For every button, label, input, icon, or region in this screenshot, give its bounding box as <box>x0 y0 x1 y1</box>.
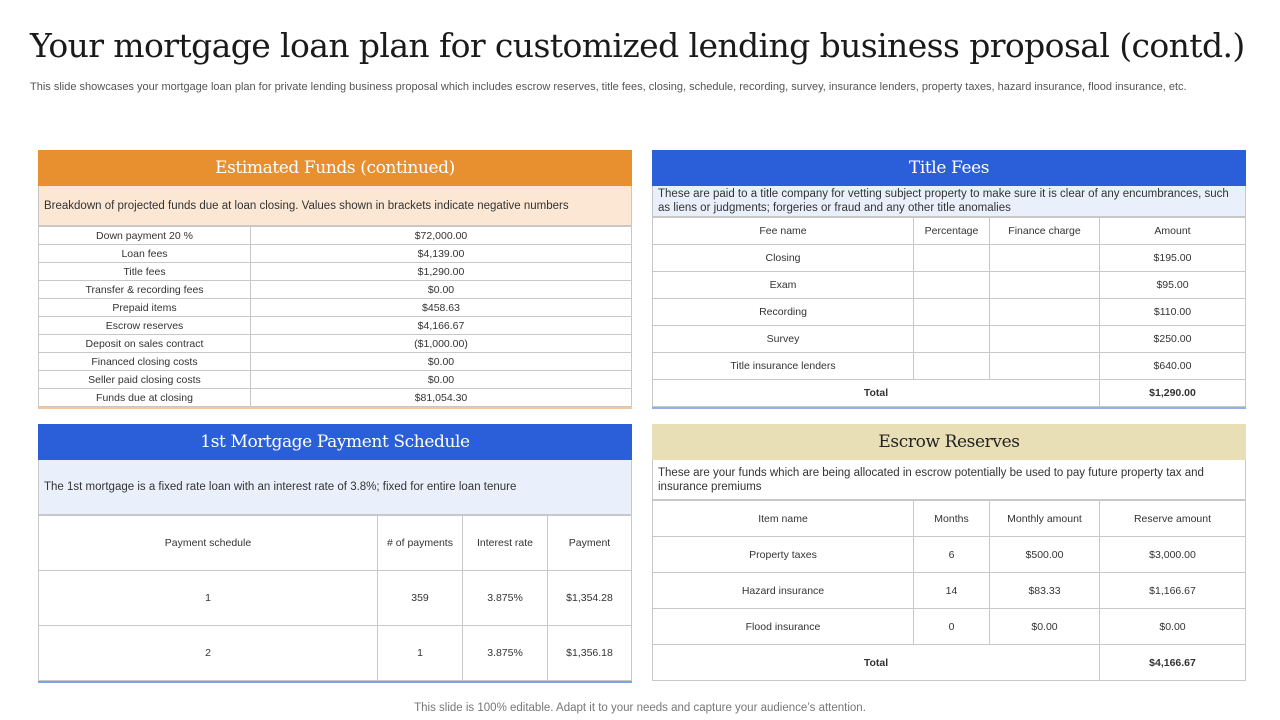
page-title: Your mortgage loan plan for customized lending business proposal (contd.) <box>30 26 1245 65</box>
table-row <box>39 571 632 626</box>
estimated-funds-panel <box>38 150 632 409</box>
table-cell <box>990 272 1100 299</box>
table-cell <box>990 353 1100 380</box>
column-header: Finance charge <box>990 218 1100 245</box>
fund-item-value: $0.00 <box>251 371 632 389</box>
table-cell: Hazard insurance <box>653 573 914 609</box>
table-cell: $1,354.28 <box>548 571 632 626</box>
table-cell: $95.00 <box>1100 272 1246 299</box>
table-cell: Property taxes <box>653 537 914 573</box>
table-cell <box>990 326 1100 353</box>
column-header: Amount <box>1100 218 1246 245</box>
table-cell: Survey <box>653 326 914 353</box>
table-cell <box>914 245 990 272</box>
fund-item-label: Seller paid closing costs <box>39 371 251 389</box>
estimated-funds-table <box>38 226 632 407</box>
fund-item-label: Financed closing costs <box>39 353 251 371</box>
table-cell: Closing <box>653 245 914 272</box>
table-cell: $195.00 <box>1100 245 1246 272</box>
table-cell: $250.00 <box>1100 326 1246 353</box>
table-cell: 359 <box>378 571 463 626</box>
escrow-reserves-heading: Escrow Reserves <box>652 424 1246 460</box>
table-cell <box>914 326 990 353</box>
table-cell: $0.00 <box>990 609 1100 645</box>
total-label: Total <box>653 645 1100 681</box>
table-cell: Exam <box>653 272 914 299</box>
table-cell: Recording <box>653 299 914 326</box>
table-cell: $110.00 <box>1100 299 1246 326</box>
title-fees-description: These are paid to a title company for vetting subject property to make sure it is clear of any encumbrances, such as liens or judgments; forgeries or fraud and any other title anomalies <box>652 186 1246 217</box>
table-cell <box>990 245 1100 272</box>
payment-schedule-panel <box>38 424 632 683</box>
table-header-row <box>39 516 632 571</box>
table-cell: Title insurance lenders <box>653 353 914 380</box>
column-header: # of payments <box>378 516 463 571</box>
table-cell <box>990 299 1100 326</box>
fund-item-value: ($1,000.00) <box>251 335 632 353</box>
table-row <box>653 245 1246 272</box>
payment-schedule-description: The 1st mortgage is a fixed rate loan with an interest rate of 3.8%; fixed for entire loan tenure <box>38 460 632 515</box>
fund-item-label: Escrow reserves <box>39 317 251 335</box>
table-cell: $83.33 <box>990 573 1100 609</box>
table-cell: $3,000.00 <box>1100 537 1246 573</box>
fund-item-label: Transfer & recording fees <box>39 281 251 299</box>
title-fees-heading: Title Fees <box>652 150 1246 186</box>
table-row <box>39 626 632 681</box>
table-row <box>653 326 1246 353</box>
fund-item-value: $4,166.67 <box>251 317 632 335</box>
table-cell: 1 <box>378 626 463 681</box>
fund-item-value: $458.63 <box>251 299 632 317</box>
table-row <box>653 272 1246 299</box>
table-header-row <box>653 501 1246 537</box>
payment-schedule-heading: 1st Mortgage Payment Schedule <box>38 424 632 460</box>
table-cell: $0.00 <box>1100 609 1246 645</box>
fund-item-label: Down payment 20 % <box>39 227 251 245</box>
fund-item-value: $0.00 <box>251 281 632 299</box>
estimated-funds-bottom-border <box>38 407 632 409</box>
table-cell: Flood insurance <box>653 609 914 645</box>
fund-item-label: Deposit on sales contract <box>39 335 251 353</box>
column-header: Payment schedule <box>39 516 378 571</box>
table-row <box>653 609 1246 645</box>
column-header: Fee name <box>653 218 914 245</box>
estimated-funds-description: Breakdown of projected funds due at loan closing. Values shown in brackets indicate negative numbers <box>38 186 632 226</box>
fund-item-value: $4,139.00 <box>251 245 632 263</box>
slide-footer: This slide is 100% editable. Adapt it to your needs and capture your audience’s attention. <box>414 702 866 714</box>
title-fees-table <box>652 217 1246 407</box>
fund-item-label: Funds due at closing <box>39 389 251 407</box>
table-row <box>653 573 1246 609</box>
table-row <box>39 245 632 263</box>
column-header: Interest rate <box>463 516 548 571</box>
total-value: $1,290.00 <box>1100 380 1246 407</box>
table-row <box>39 299 632 317</box>
fund-item-value: $1,290.00 <box>251 263 632 281</box>
payment-schedule-table <box>38 515 632 681</box>
table-cell: 14 <box>914 573 990 609</box>
table-cell: 3.875% <box>463 571 548 626</box>
column-header: Monthly amount <box>990 501 1100 537</box>
table-cell: $1,166.67 <box>1100 573 1246 609</box>
fund-item-label: Loan fees <box>39 245 251 263</box>
table-cell: 1 <box>39 571 378 626</box>
fund-item-label: Prepaid items <box>39 299 251 317</box>
column-header: Item name <box>653 501 914 537</box>
fund-item-value: $0.00 <box>251 353 632 371</box>
column-header: Percentage <box>914 218 990 245</box>
total-row <box>653 380 1246 407</box>
table-row <box>39 281 632 299</box>
table-cell: 6 <box>914 537 990 573</box>
table-header-row <box>653 218 1246 245</box>
table-cell <box>914 299 990 326</box>
table-cell: 0 <box>914 609 990 645</box>
table-cell <box>914 272 990 299</box>
table-row <box>653 299 1246 326</box>
page-subtitle: This slide showcases your mortgage loan plan for private lending business proposal which includes escrow reserves, title fees, closing, schedule, recording, survey, insurance lenders, property taxes, hazard insurance, flood insurance, etc. <box>30 81 1187 93</box>
escrow-reserves-table <box>652 500 1246 681</box>
total-row <box>653 645 1246 681</box>
table-cell: $640.00 <box>1100 353 1246 380</box>
title-fees-panel <box>652 150 1246 409</box>
table-cell: 2 <box>39 626 378 681</box>
title-fees-bottom-border <box>652 407 1246 409</box>
table-row <box>39 335 632 353</box>
fund-item-value: $81,054.30 <box>251 389 632 407</box>
table-row <box>39 389 632 407</box>
column-header: Payment <box>548 516 632 571</box>
table-cell: $1,356.18 <box>548 626 632 681</box>
estimated-funds-heading: Estimated Funds (continued) <box>38 150 632 186</box>
table-cell: 3.875% <box>463 626 548 681</box>
table-cell <box>914 353 990 380</box>
column-header: Months <box>914 501 990 537</box>
table-row <box>39 371 632 389</box>
total-label: Total <box>653 380 1100 407</box>
fund-item-value: $72,000.00 <box>251 227 632 245</box>
escrow-reserves-description: These are your funds which are being allocated in escrow potentially be used to pay future property tax and insurance premiums <box>652 460 1246 500</box>
table-row <box>653 537 1246 573</box>
total-value: $4,166.67 <box>1100 645 1246 681</box>
table-row <box>39 227 632 245</box>
fund-item-label: Title fees <box>39 263 251 281</box>
table-cell: $500.00 <box>990 537 1100 573</box>
column-header: Reserve amount <box>1100 501 1246 537</box>
escrow-reserves-panel <box>652 424 1246 681</box>
table-row <box>39 317 632 335</box>
table-row <box>653 353 1246 380</box>
payment-schedule-bottom-border <box>38 681 632 683</box>
table-row <box>39 263 632 281</box>
table-row <box>39 353 632 371</box>
